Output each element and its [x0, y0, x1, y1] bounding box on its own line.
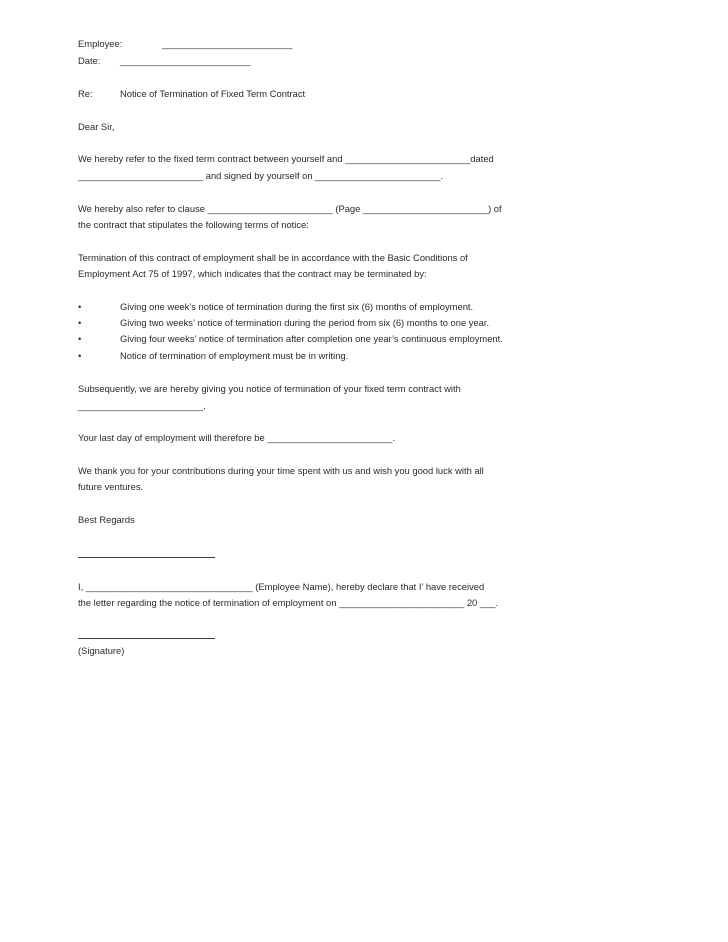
clause-reference-line-1: We hereby also refer to clause ________________________ (Page ________________________) of — [78, 203, 502, 214]
bullet-mark: • — [78, 301, 82, 312]
date-blank[interactable]: _________________________ — [120, 55, 251, 66]
declaration-line-2: the letter regarding the notice of termination of employment on ________________________ 20 ___. — [78, 597, 499, 608]
notice-line-1: Subsequently, we are hereby giving you notice of termination of your fixed term contract with — [78, 383, 461, 394]
employee-label: Employee: — [78, 38, 123, 49]
bullet-mark: • — [78, 317, 82, 328]
bullet-text-one-week: Giving one week’s notice of termination during the first six (6) months of employment. — [120, 301, 474, 312]
bullet-mark: • — [78, 333, 82, 344]
bullet-mark: • — [78, 350, 82, 361]
bullet-text-two-weeks: Giving two weeks’ notice of termination during the period from six (6) months to one year. — [120, 317, 490, 328]
re-label: Re: — [78, 88, 93, 99]
signature-label: (Signature) — [78, 645, 125, 656]
last-day-line: Your last day of employment will therefore be ________________________. — [78, 432, 396, 443]
termination-terms-line-2: Employment Act 75 of 1997, which indicates that the contract may be terminated by: — [78, 268, 427, 279]
closing: Best Regards — [78, 514, 135, 525]
declaration-line-1: I, ________________________________ (Employee Name), hereby declare that I’ have received — [78, 581, 485, 592]
bullet-text-in-writing: Notice of termination of employment must be in writing. — [120, 350, 349, 361]
date-label: Date: — [78, 55, 101, 66]
contract-reference-line-1: We hereby refer to the fixed term contract between yourself and ________________________dated — [78, 153, 494, 164]
employee-blank[interactable]: _________________________ — [162, 38, 293, 49]
clause-reference-line-2: the contract that stipulates the following terms of notice: — [78, 219, 309, 230]
re-subject: Notice of Termination of Fixed Term Contract — [120, 88, 306, 99]
bullet-text-four-weeks: Giving four weeks’ notice of termination after completion one year’s continuous employment. — [120, 333, 503, 344]
sender-signature-line[interactable] — [78, 557, 215, 558]
thanks-line-1: We thank you for your contributions during your time spent with us and wish you good luck with all — [78, 465, 484, 476]
employee-signature-line[interactable] — [78, 638, 215, 639]
salutation: Dear Sir, — [78, 121, 115, 132]
thanks-line-2: future ventures. — [78, 481, 144, 492]
notice-line-2: ________________________. — [78, 400, 206, 411]
contract-reference-line-2: ________________________ and signed by yourself on ________________________. — [78, 170, 443, 181]
termination-terms-line-1: Termination of this contract of employment shall be in accordance with the Basic Conditions of — [78, 252, 468, 263]
